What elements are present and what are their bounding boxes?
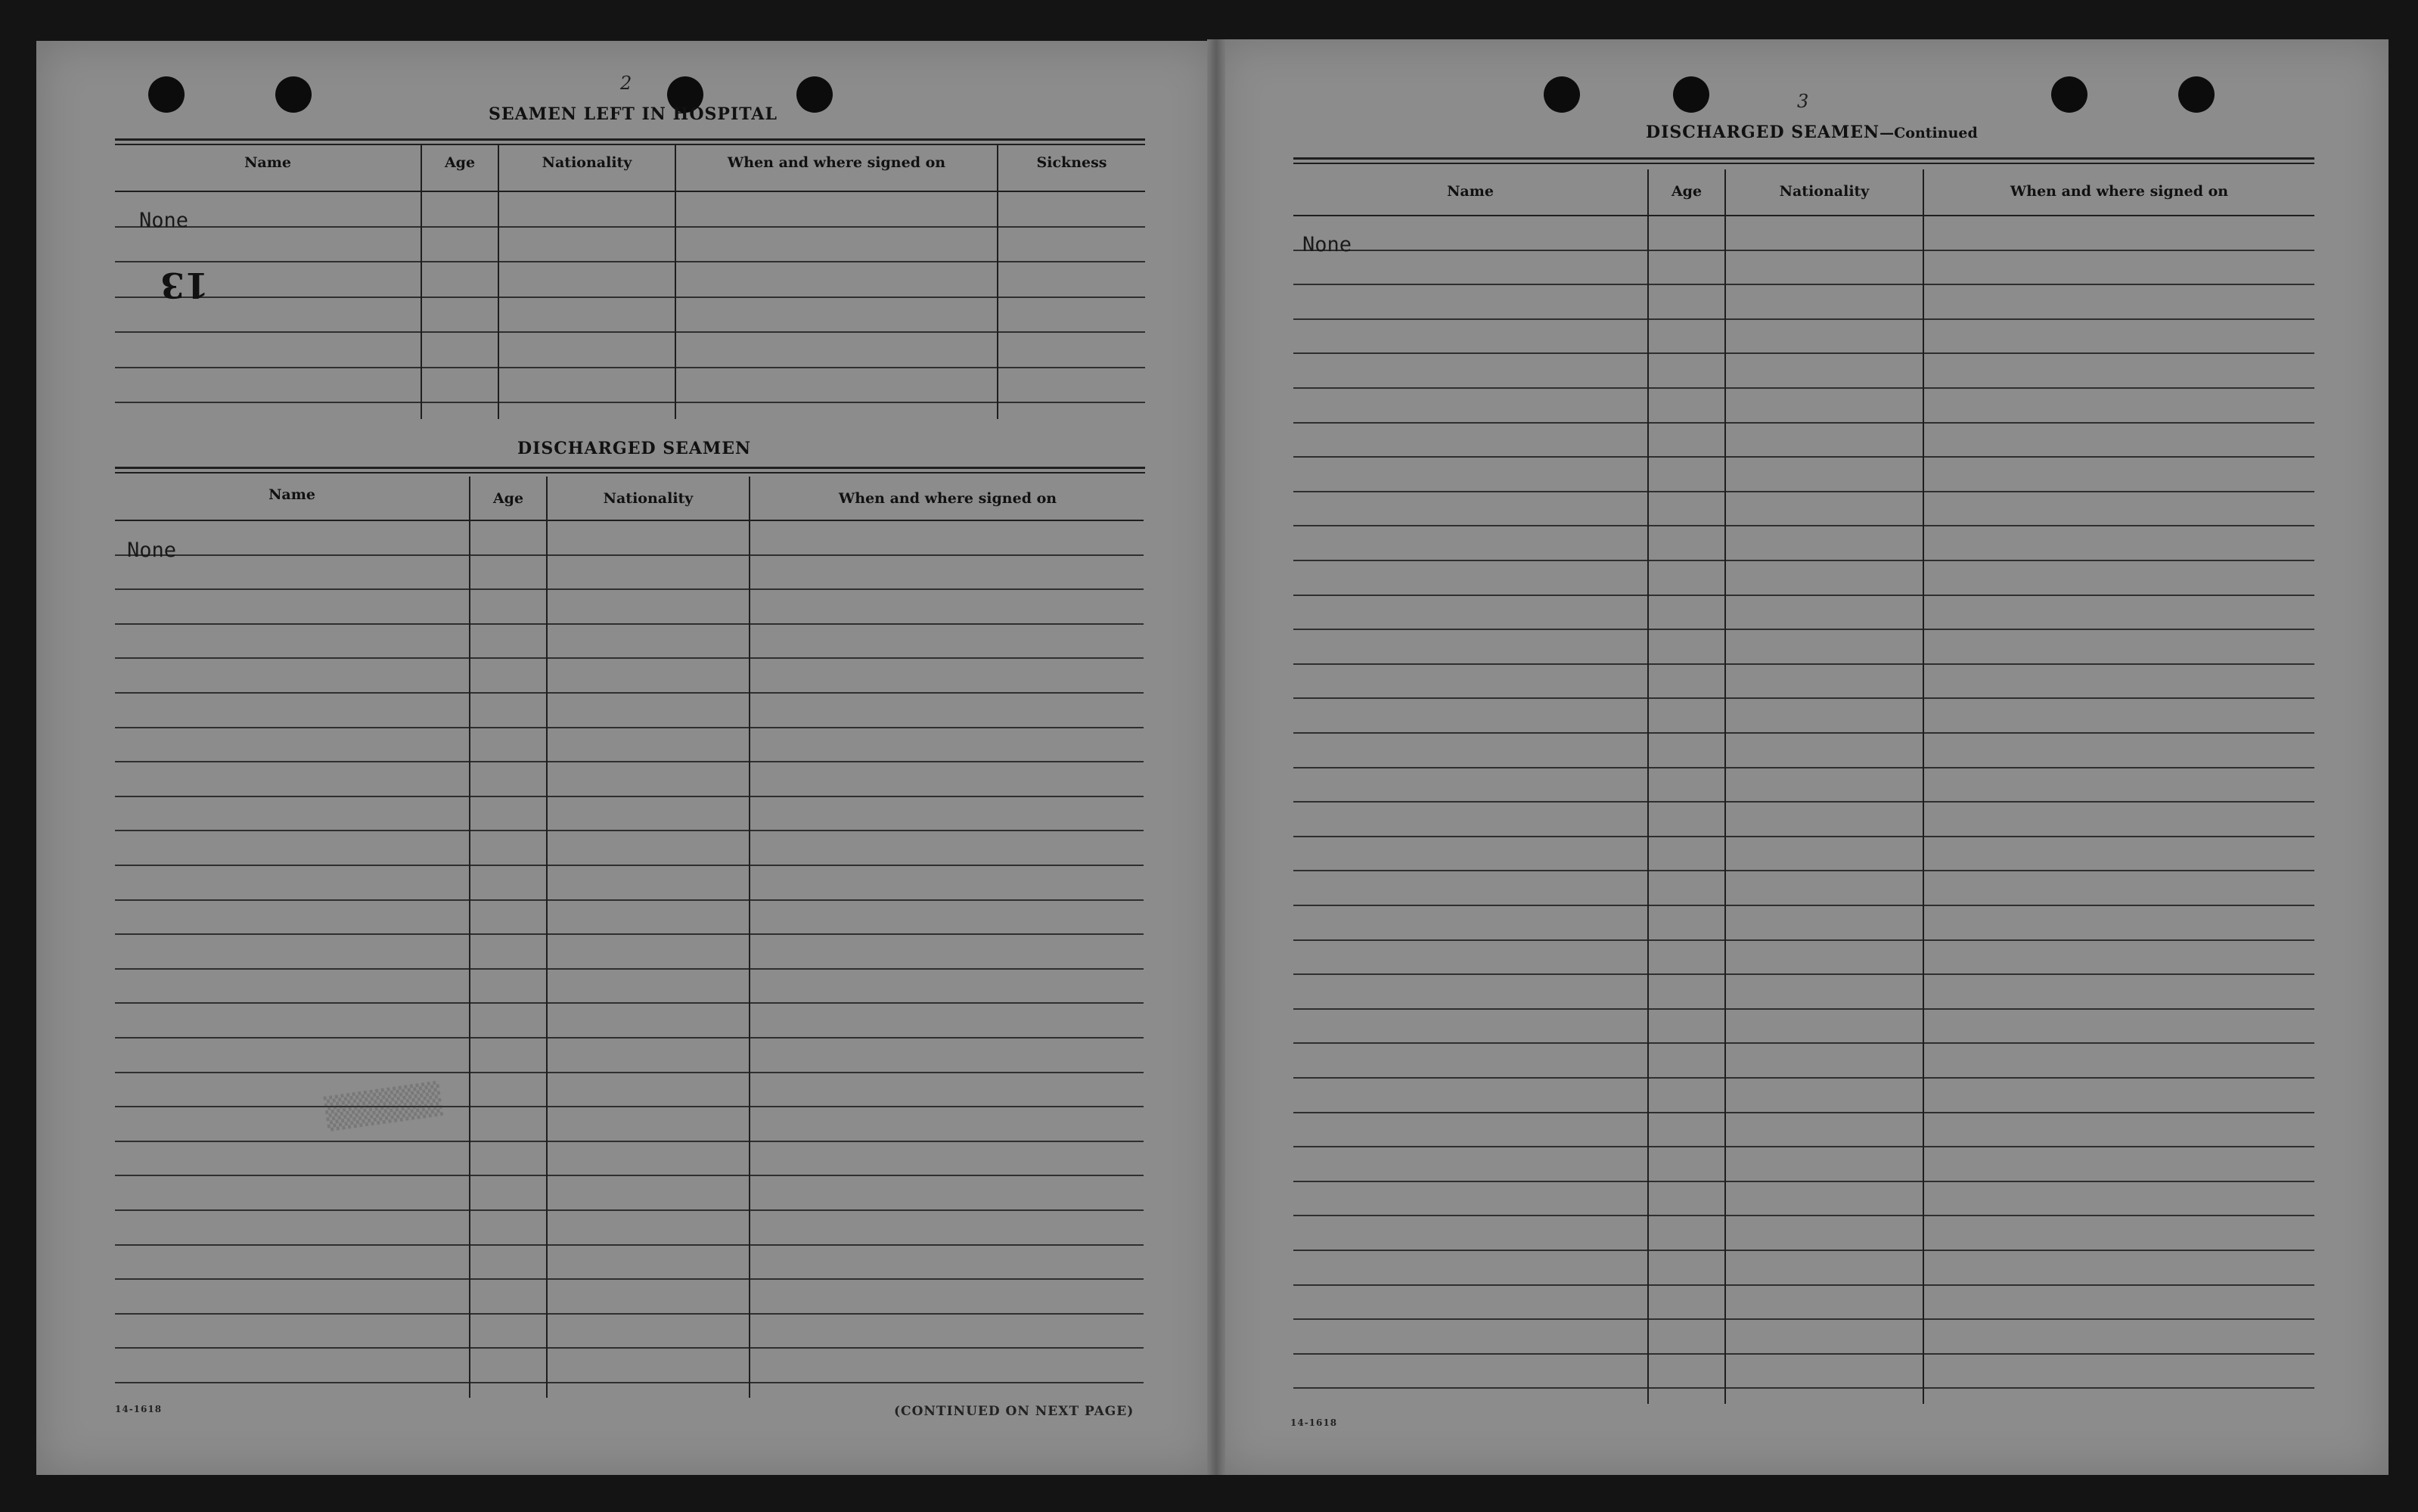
- row-rule: [115, 865, 1144, 866]
- row-rule: [115, 727, 1144, 728]
- row-rule: [115, 261, 1145, 262]
- binding-gutter: [1207, 39, 1225, 1475]
- column-header-name: Name: [1447, 183, 1494, 200]
- row-rule: [115, 1244, 1144, 1246]
- punch-hole: [796, 76, 833, 113]
- row-rule: [1293, 905, 2314, 906]
- column-header-nationality: Nationality: [542, 154, 632, 171]
- row-rule: [1293, 1181, 2314, 1182]
- table-top-rule: [115, 144, 1145, 145]
- hospital-entry: None: [139, 209, 189, 232]
- row-rule: [115, 1072, 1144, 1073]
- punch-hole: [1673, 76, 1709, 113]
- row-rule: [1293, 1387, 2314, 1389]
- row-rule: [115, 657, 1144, 659]
- row-rule: [1293, 1112, 2314, 1113]
- table-top-rule: [1293, 157, 2314, 160]
- column-header-age: Age: [444, 154, 476, 171]
- row-rule: [1293, 595, 2314, 596]
- row-rule: [1293, 284, 2314, 285]
- row-rule: [115, 968, 1144, 970]
- column-header-nationality: Nationality: [603, 490, 694, 507]
- column-header-signed-on: When and where signed on: [727, 154, 946, 171]
- row-rule: [115, 1278, 1144, 1280]
- row-rule: [115, 1002, 1144, 1004]
- row-rule: [115, 1382, 1144, 1383]
- row-rule: [115, 1209, 1144, 1211]
- table-top-rule: [115, 138, 1145, 141]
- right-page: [1216, 39, 2389, 1475]
- row-rule: [1293, 1008, 2314, 1010]
- row-rule: [1293, 1284, 2314, 1286]
- row-rule: [1293, 422, 2314, 424]
- row-rule: [1293, 663, 2314, 665]
- punch-hole: [2178, 76, 2215, 113]
- column-divider: [1923, 169, 1924, 1404]
- row-rule: [115, 692, 1144, 694]
- title-main: DISCHARGED SEAMEN: [1646, 123, 1880, 142]
- row-rule: [1293, 1215, 2314, 1216]
- row-rule: [115, 554, 1144, 556]
- row-rule: [1293, 973, 2314, 975]
- column-divider: [469, 477, 470, 1398]
- row-rule: [115, 796, 1144, 797]
- punch-hole: [2051, 76, 2087, 113]
- punch-hole: [1544, 76, 1580, 113]
- row-rule: [1293, 801, 2314, 803]
- row-rule: [1293, 525, 2314, 526]
- row-rule: [115, 623, 1144, 625]
- row-rule: [115, 226, 1145, 228]
- punch-hole: [275, 76, 312, 113]
- column-header-signed-on: When and where signed on: [2010, 183, 2229, 200]
- row-rule: [115, 1347, 1144, 1349]
- page-number-right: 3: [1797, 91, 1809, 112]
- row-rule: [115, 761, 1144, 762]
- column-divider: [675, 145, 676, 419]
- row-rule: [115, 520, 1144, 521]
- discharged-section-title: DISCHARGED SEAMEN: [517, 439, 752, 458]
- table-top-rule: [115, 467, 1145, 469]
- form-code-right: 14-1618: [1290, 1417, 1338, 1428]
- row-rule: [1293, 318, 2314, 320]
- row-rule: [115, 331, 1145, 333]
- column-divider: [498, 145, 499, 419]
- row-rule: [1293, 697, 2314, 699]
- discharged-entry: None: [127, 539, 177, 562]
- row-rule: [1293, 1042, 2314, 1044]
- row-rule: [115, 1175, 1144, 1176]
- row-rule: [1293, 456, 2314, 458]
- row-rule: [115, 297, 1145, 298]
- row-rule: [1293, 352, 2314, 354]
- row-rule: [1293, 491, 2314, 492]
- column-header-name: Name: [244, 154, 291, 171]
- column-header-nationality: Nationality: [1779, 183, 1870, 200]
- row-rule: [1293, 1146, 2314, 1147]
- row-rule: [115, 899, 1144, 901]
- column-divider: [421, 145, 422, 419]
- left-page: [36, 41, 1216, 1475]
- stamp-mark: 13: [160, 265, 210, 306]
- column-divider: [1647, 169, 1649, 1404]
- row-rule: [1293, 939, 2314, 941]
- row-rule: [1293, 732, 2314, 734]
- title-continued: —Continued: [1879, 125, 1978, 141]
- row-rule: [1293, 1353, 2314, 1355]
- table-top-rule: [1293, 163, 2314, 164]
- row-rule: [1293, 1250, 2314, 1251]
- row-rule: [115, 191, 1145, 192]
- row-rule: [1293, 870, 2314, 871]
- column-header-name: Name: [268, 486, 315, 503]
- row-rule: [115, 1313, 1144, 1315]
- column-header-age: Age: [492, 490, 524, 507]
- hospital-section-title: SEAMEN LEFT IN HOSPITAL: [489, 104, 778, 124]
- row-rule: [1293, 1318, 2314, 1320]
- row-rule: [115, 402, 1145, 403]
- table-top-rule: [115, 472, 1145, 473]
- row-rule: [115, 933, 1144, 935]
- column-divider: [1724, 169, 1726, 1404]
- row-rule: [115, 1037, 1144, 1039]
- column-divider: [749, 477, 750, 1398]
- row-rule: [115, 1141, 1144, 1142]
- row-rule: [115, 588, 1144, 590]
- row-rule: [1293, 387, 2314, 389]
- punch-hole: [148, 76, 185, 113]
- row-rule: [1293, 629, 2314, 630]
- column-divider: [546, 477, 548, 1398]
- row-rule: [115, 830, 1144, 831]
- continued-note: (CONTINUED ON NEXT PAGE): [894, 1404, 1135, 1419]
- faint-stamp-impression: ▒▒▒▒▒: [323, 1081, 444, 1132]
- column-header-signed-on: When and where signed on: [838, 490, 1057, 507]
- row-rule: [1293, 836, 2314, 837]
- page-number-left: 2: [620, 73, 632, 94]
- discharged-continued-entry: None: [1302, 233, 1352, 256]
- row-rule: [115, 1106, 1144, 1107]
- column-divider: [997, 145, 998, 419]
- row-rule: [115, 367, 1145, 368]
- row-rule: [1293, 215, 2314, 216]
- row-rule: [1293, 250, 2314, 251]
- row-rule: [1293, 767, 2314, 768]
- column-header-age: Age: [1671, 183, 1703, 200]
- discharged-continued-title: [1646, 123, 1978, 142]
- form-code-left: 14-1618: [115, 1404, 163, 1414]
- row-rule: [1293, 1077, 2314, 1079]
- column-header-sickness: Sickness: [1036, 154, 1107, 171]
- row-rule: [1293, 560, 2314, 561]
